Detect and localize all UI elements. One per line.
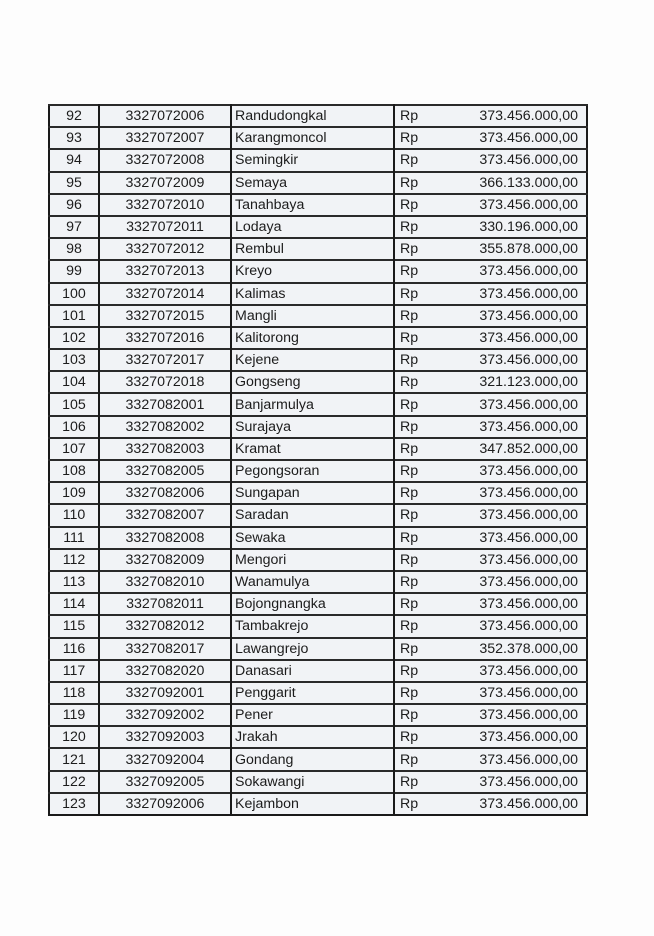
amount-cell: 373.456.000,00 — [454, 283, 587, 305]
village-name-cell: Tanahbaya — [231, 194, 394, 216]
currency-cell: Rp — [394, 371, 454, 393]
table-row — [49, 349, 587, 371]
village-code-cell: 3327082003 — [99, 438, 231, 460]
currency-cell: Rp — [394, 216, 454, 238]
currency-cell: Rp — [394, 504, 454, 526]
village-name-cell: Danasari — [231, 660, 394, 682]
currency-cell: Rp — [394, 127, 454, 149]
row-number-cell: 112 — [49, 549, 99, 571]
table-row — [49, 327, 587, 349]
village-code-cell: 3327072014 — [99, 283, 231, 305]
village-name-cell: Rembul — [231, 238, 394, 260]
amount-cell: 373.456.000,00 — [454, 305, 587, 327]
village-name-cell: Gongseng — [231, 371, 394, 393]
village-code-cell: 3327072013 — [99, 260, 231, 282]
row-number-cell: 118 — [49, 682, 99, 704]
village-code-cell: 3327082008 — [99, 527, 231, 549]
village-name-cell: Lawangrejo — [231, 638, 394, 660]
currency-cell: Rp — [394, 393, 454, 415]
table-row — [49, 748, 587, 770]
row-number-cell: 121 — [49, 748, 99, 770]
table-row — [49, 682, 587, 704]
village-code-cell: 3327092006 — [99, 793, 231, 815]
row-number-cell: 92 — [49, 105, 99, 127]
village-code-cell: 3327092003 — [99, 726, 231, 748]
village-code-cell: 3327072006 — [99, 105, 231, 127]
currency-cell: Rp — [394, 771, 454, 793]
table-row — [49, 194, 587, 216]
amount-cell: 373.456.000,00 — [454, 571, 587, 593]
village-code-cell: 3327072018 — [99, 371, 231, 393]
table-row — [49, 571, 587, 593]
amount-cell: 373.456.000,00 — [454, 704, 587, 726]
amount-cell: 373.456.000,00 — [454, 615, 587, 637]
village-name-cell: Gondang — [231, 748, 394, 770]
village-code-cell: 3327082002 — [99, 416, 231, 438]
village-name-cell: Lodaya — [231, 216, 394, 238]
village-code-cell: 3327092002 — [99, 704, 231, 726]
currency-cell: Rp — [394, 283, 454, 305]
currency-cell: Rp — [394, 438, 454, 460]
village-name-cell: Kalitorong — [231, 327, 394, 349]
amount-cell: 373.456.000,00 — [454, 549, 587, 571]
table-row — [49, 216, 587, 238]
table-row — [49, 771, 587, 793]
village-code-cell: 3327092001 — [99, 682, 231, 704]
village-code-cell: 3327082020 — [99, 660, 231, 682]
village-name-cell: Sungapan — [231, 482, 394, 504]
currency-cell: Rp — [394, 638, 454, 660]
village-code-cell: 3327072007 — [99, 127, 231, 149]
village-name-cell: Karangmoncol — [231, 127, 394, 149]
currency-cell: Rp — [394, 660, 454, 682]
table-row — [49, 438, 587, 460]
village-name-cell: Sewaka — [231, 527, 394, 549]
row-number-cell: 109 — [49, 482, 99, 504]
amount-cell: 373.456.000,00 — [454, 349, 587, 371]
currency-cell: Rp — [394, 704, 454, 726]
village-code-cell: 3327072015 — [99, 305, 231, 327]
amount-cell: 373.456.000,00 — [454, 105, 587, 127]
village-name-cell: Jrakah — [231, 726, 394, 748]
table-row — [49, 704, 587, 726]
amount-cell: 373.456.000,00 — [454, 127, 587, 149]
allocation-table — [48, 104, 588, 816]
amount-cell: 373.456.000,00 — [454, 527, 587, 549]
village-name-cell: Mengori — [231, 549, 394, 571]
amount-cell: 373.456.000,00 — [454, 682, 587, 704]
village-name-cell: Semingkir — [231, 149, 394, 171]
row-number-cell: 122 — [49, 771, 99, 793]
village-code-cell: 3327082005 — [99, 460, 231, 482]
village-name-cell: Mangli — [231, 305, 394, 327]
row-number-cell: 105 — [49, 393, 99, 415]
currency-cell: Rp — [394, 527, 454, 549]
amount-cell: 373.456.000,00 — [454, 260, 587, 282]
row-number-cell: 117 — [49, 660, 99, 682]
table-row — [49, 371, 587, 393]
village-name-cell: Randudongkal — [231, 105, 394, 127]
amount-cell: 373.456.000,00 — [454, 793, 587, 815]
village-code-cell: 3327082012 — [99, 615, 231, 637]
table-row — [49, 460, 587, 482]
table-row — [49, 593, 587, 615]
amount-cell: 373.456.000,00 — [454, 393, 587, 415]
table-row — [49, 726, 587, 748]
currency-cell: Rp — [394, 593, 454, 615]
currency-cell: Rp — [394, 549, 454, 571]
currency-cell: Rp — [394, 349, 454, 371]
table-row — [49, 416, 587, 438]
row-number-cell: 108 — [49, 460, 99, 482]
village-name-cell: Kreyo — [231, 260, 394, 282]
village-name-cell: Penggarit — [231, 682, 394, 704]
row-number-cell: 110 — [49, 504, 99, 526]
village-code-cell: 3327072008 — [99, 149, 231, 171]
amount-cell: 373.456.000,00 — [454, 593, 587, 615]
table-row — [49, 793, 587, 815]
row-number-cell: 99 — [49, 260, 99, 282]
table-row — [49, 638, 587, 660]
amount-cell: 373.456.000,00 — [454, 416, 587, 438]
table-row — [49, 238, 587, 260]
row-number-cell: 102 — [49, 327, 99, 349]
amount-cell: 355.878.000,00 — [454, 238, 587, 260]
village-code-cell: 3327082007 — [99, 504, 231, 526]
village-name-cell: Sokawangi — [231, 771, 394, 793]
amount-cell: 330.196.000,00 — [454, 216, 587, 238]
currency-cell: Rp — [394, 260, 454, 282]
currency-cell: Rp — [394, 327, 454, 349]
table-row — [49, 260, 587, 282]
table-row — [49, 549, 587, 571]
amount-cell: 373.456.000,00 — [454, 482, 587, 504]
village-code-cell: 3327082001 — [99, 393, 231, 415]
currency-cell: Rp — [394, 105, 454, 127]
village-code-cell: 3327072017 — [99, 349, 231, 371]
amount-cell: 347.852.000,00 — [454, 438, 587, 460]
row-number-cell: 101 — [49, 305, 99, 327]
table-row — [49, 149, 587, 171]
amount-cell: 373.456.000,00 — [454, 460, 587, 482]
table-row — [49, 504, 587, 526]
currency-cell: Rp — [394, 615, 454, 637]
row-number-cell: 94 — [49, 149, 99, 171]
amount-cell: 352.378.000,00 — [454, 638, 587, 660]
village-name-cell: Kejambon — [231, 793, 394, 815]
row-number-cell: 119 — [49, 704, 99, 726]
row-number-cell: 116 — [49, 638, 99, 660]
amount-cell: 373.456.000,00 — [454, 771, 587, 793]
row-number-cell: 104 — [49, 371, 99, 393]
village-code-cell: 3327072012 — [99, 238, 231, 260]
village-code-cell: 3327092005 — [99, 771, 231, 793]
amount-cell: 373.456.000,00 — [454, 660, 587, 682]
amount-cell: 373.456.000,00 — [454, 149, 587, 171]
village-code-cell: 3327082017 — [99, 638, 231, 660]
table-row — [49, 127, 587, 149]
village-code-cell: 3327082010 — [99, 571, 231, 593]
village-name-cell: Pegongsoran — [231, 460, 394, 482]
currency-cell: Rp — [394, 726, 454, 748]
row-number-cell: 123 — [49, 793, 99, 815]
village-name-cell: Bojongnangka — [231, 593, 394, 615]
amount-cell: 366.133.000,00 — [454, 172, 587, 194]
table-row — [49, 615, 587, 637]
village-code-cell: 3327082009 — [99, 549, 231, 571]
village-code-cell: 3327072016 — [99, 327, 231, 349]
row-number-cell: 100 — [49, 283, 99, 305]
village-name-cell: Kalimas — [231, 283, 394, 305]
row-number-cell: 111 — [49, 527, 99, 549]
amount-cell: 373.456.000,00 — [454, 327, 587, 349]
currency-cell: Rp — [394, 305, 454, 327]
table-row — [49, 172, 587, 194]
village-code-cell: 3327072011 — [99, 216, 231, 238]
row-number-cell: 103 — [49, 349, 99, 371]
village-name-cell: Banjarmulya — [231, 393, 394, 415]
village-name-cell: Saradan — [231, 504, 394, 526]
table-row — [49, 482, 587, 504]
amount-cell: 373.456.000,00 — [454, 726, 587, 748]
row-number-cell: 106 — [49, 416, 99, 438]
village-code-cell: 3327092004 — [99, 748, 231, 770]
village-name-cell: Kramat — [231, 438, 394, 460]
currency-cell: Rp — [394, 682, 454, 704]
village-name-cell: Wanamulya — [231, 571, 394, 593]
row-number-cell: 113 — [49, 571, 99, 593]
table-row — [49, 393, 587, 415]
village-name-cell: Kejene — [231, 349, 394, 371]
amount-cell: 321.123.000,00 — [454, 371, 587, 393]
table-row — [49, 527, 587, 549]
village-name-cell: Tambakrejo — [231, 615, 394, 637]
row-number-cell: 96 — [49, 194, 99, 216]
village-code-cell: 3327072009 — [99, 172, 231, 194]
table-row — [49, 105, 587, 127]
currency-cell: Rp — [394, 571, 454, 593]
row-number-cell: 97 — [49, 216, 99, 238]
row-number-cell: 95 — [49, 172, 99, 194]
amount-cell: 373.456.000,00 — [454, 504, 587, 526]
row-number-cell: 120 — [49, 726, 99, 748]
row-number-cell: 98 — [49, 238, 99, 260]
amount-cell: 373.456.000,00 — [454, 748, 587, 770]
table-row — [49, 660, 587, 682]
currency-cell: Rp — [394, 416, 454, 438]
currency-cell: Rp — [394, 460, 454, 482]
currency-cell: Rp — [394, 238, 454, 260]
row-number-cell: 107 — [49, 438, 99, 460]
amount-cell: 373.456.000,00 — [454, 194, 587, 216]
currency-cell: Rp — [394, 149, 454, 171]
village-name-cell: Surajaya — [231, 416, 394, 438]
currency-cell: Rp — [394, 172, 454, 194]
village-code-cell: 3327072010 — [99, 194, 231, 216]
currency-cell: Rp — [394, 482, 454, 504]
village-name-cell: Pener — [231, 704, 394, 726]
table-row — [49, 305, 587, 327]
currency-cell: Rp — [394, 748, 454, 770]
village-code-cell: 3327082006 — [99, 482, 231, 504]
table-row — [49, 283, 587, 305]
village-name-cell: Semaya — [231, 172, 394, 194]
table-body — [49, 105, 587, 815]
row-number-cell: 114 — [49, 593, 99, 615]
row-number-cell: 93 — [49, 127, 99, 149]
currency-cell: Rp — [394, 194, 454, 216]
currency-cell: Rp — [394, 793, 454, 815]
row-number-cell: 115 — [49, 615, 99, 637]
village-code-cell: 3327082011 — [99, 593, 231, 615]
